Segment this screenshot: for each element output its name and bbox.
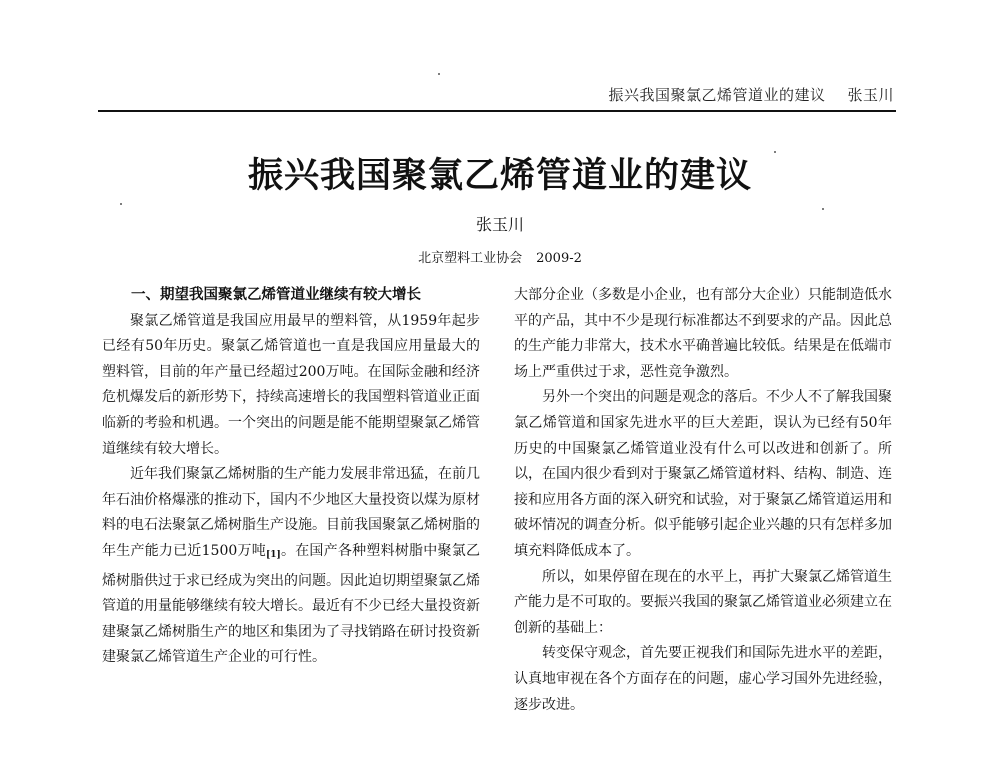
left-paragraph-2 <box>102 462 480 671</box>
right-column <box>514 283 892 718</box>
scan-speck <box>822 208 824 210</box>
right-paragraph-4: 转变保守观念，首先要正视我们和国际先进水平的差距，认真地审视在各个方面存在的问题，虚心学习国外先进经验，逐步改进。 <box>514 645 892 713</box>
article-affiliation <box>0 247 1000 266</box>
header-rule <box>98 110 896 112</box>
article-date: 2009-2 <box>536 251 582 266</box>
citation-ref: [1] <box>265 549 281 560</box>
running-header <box>0 84 894 105</box>
right-paragraph-3: 所以，如果停留在现在的水平上，再扩大聚氯乙烯管道生产能力是不可取的。要振兴我国的聚氯乙烯管道业必须建立在创新的基础上： <box>514 568 892 636</box>
affiliation-name: 北京塑料工业协会 <box>418 251 523 266</box>
section-heading: 一、期望我国聚氯乙烯管道业继续有较大增长 <box>131 287 421 303</box>
scan-speck <box>120 203 122 205</box>
article-title: 振兴我国聚氯乙烯管道业的建议 <box>247 156 752 196</box>
left-paragraph-1: 聚氯乙烯管道是我国应用最早的塑料管，从1959年起步已经有50年历史。聚氯乙烯管道也一直是我国应用量最大的塑料管，目前的年产量已经超过200万吨。在国际金融和经济危机爆发后的新形势下，持续高速增长的我国塑料管道业正面临新的考验和机遇。一个突出的问题是能不能期望聚氯乙烯管道继续有较大增长。 <box>102 312 480 457</box>
scan-speck <box>774 151 776 153</box>
article-author: 张玉川 <box>475 215 524 234</box>
left-paragraph-2-part-a: 近年我们聚氯乙烯树脂的生产能力发展非常迅猛，在前几年石油价格爆涨的推动下，国内不少地区大量投资以煤为原材料的电石法聚氯乙烯树脂生产设施。目前我国聚氯乙烯树脂的年生产能力已近1500万吨 <box>102 466 480 559</box>
left-column <box>102 283 480 671</box>
running-header-author: 张玉川 <box>847 86 894 104</box>
scan-speck <box>438 73 440 75</box>
right-paragraph-2: 另外一个突出的问题是观念的落后。不少人不了解我国聚氯乙烯管道和国家先进水平的巨大差距，误认为已经有50年历史的中国聚氯乙烯管道业没有什么可以改进和创新了。所以，在国内很少看到对于聚氯乙烯管道材料、结构、制造、连接和应用各方面的深入研究和试验，对于聚氯乙烯管道运用和破坏情况的调查分析。似乎能够引起企业兴趣的只有怎样多加填充料降低成本了。 <box>514 389 892 559</box>
left-paragraph-2-part-b: 。在国产各种塑料树脂中聚氯乙烯树脂供过于求已经成为突出的问题。因此迫切期望聚氯乙烯管道的用量能够继续有较大增长。最近有不少已经大量投资新建聚氯乙烯树脂生产的地区和集团为了寻找销路在研讨投资新建聚氯乙烯管道生产企业的可行性。 <box>102 542 480 666</box>
right-paragraph-1: 大部分企业（多数是小企业，也有部分大企业）只能制造低水平的产品，其中不少是现行标准都达不到要求的产品。因此总的生产能力非常大，技术水平确普遍比较低。结果是在低端市场上严重供过于求，恶性竞争激烈。 <box>514 287 892 380</box>
running-header-title: 振兴我国聚氯乙烯管道业的建议 <box>608 86 826 104</box>
